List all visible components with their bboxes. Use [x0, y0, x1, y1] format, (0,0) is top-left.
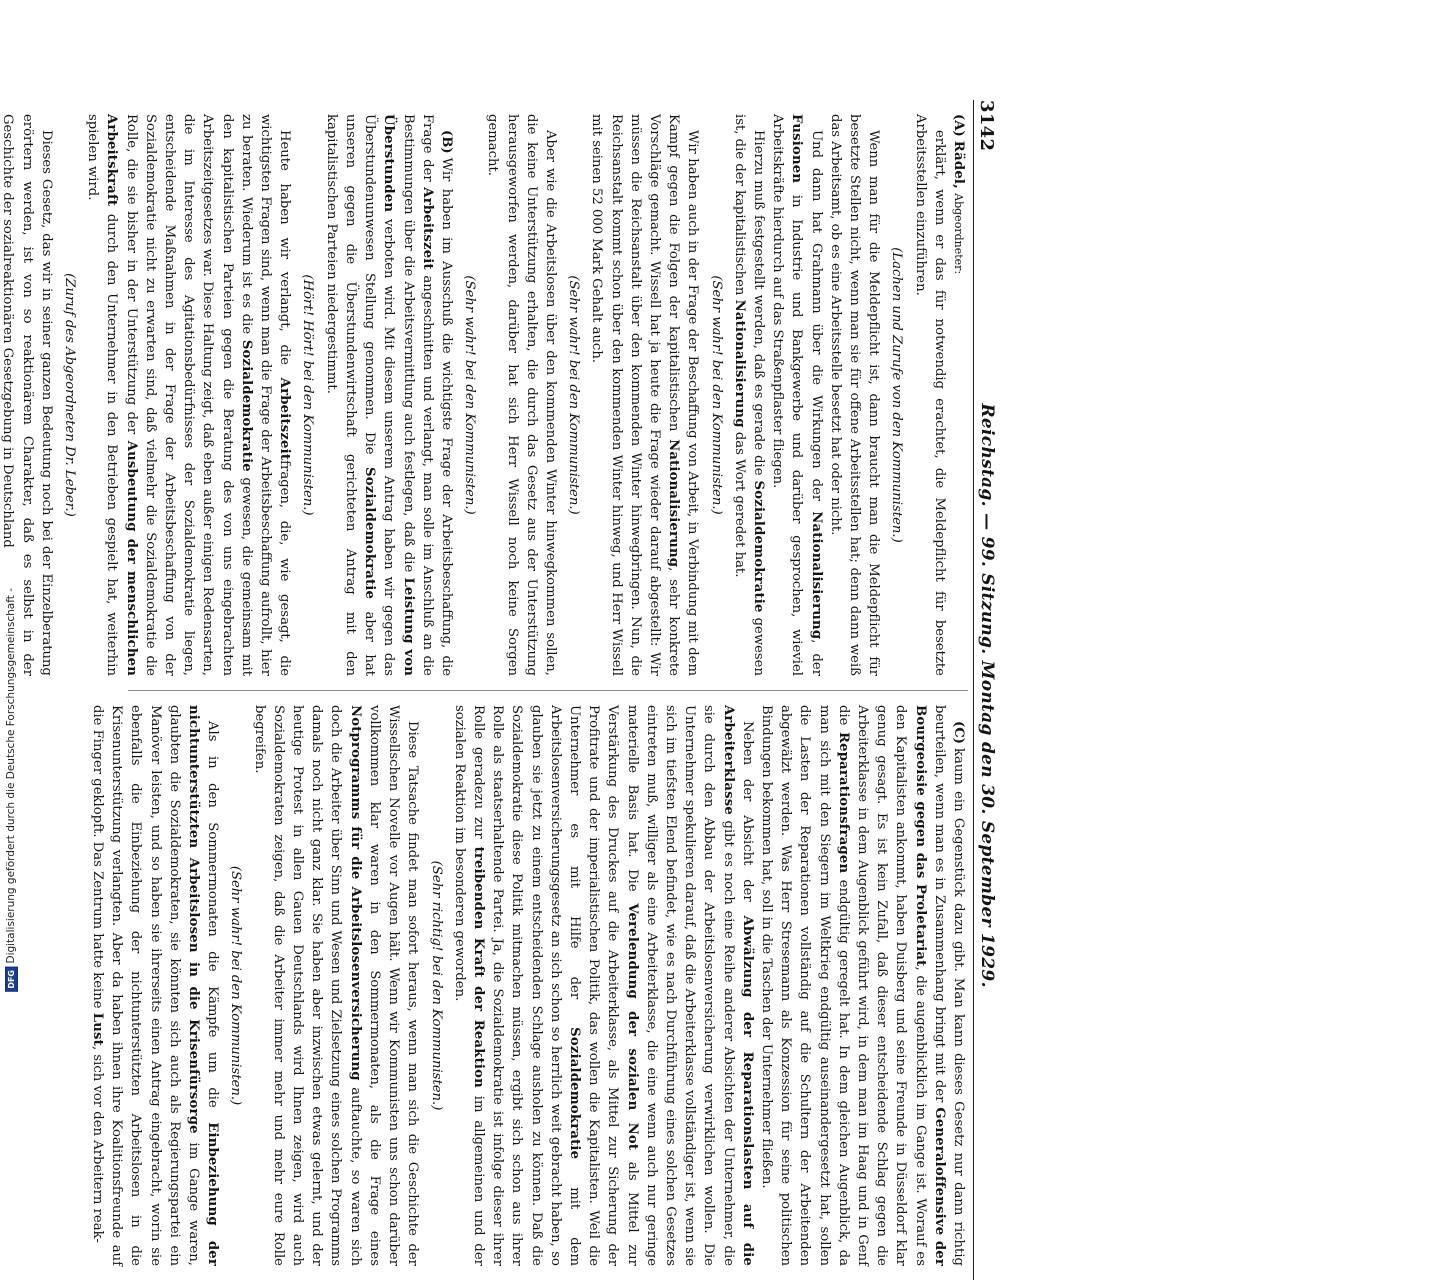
- interjection: (Sehr wahr! bei den Kommunisten.): [708, 275, 724, 515]
- page-number: 3142: [976, 100, 998, 152]
- dfg-logo-icon: DFG: [5, 967, 18, 992]
- paragraph: [0, 114, 56, 676]
- interjection: (Sehr richtig! bei den Kommunisten.): [428, 860, 444, 1111]
- speaker-name: Rädel,: [951, 140, 966, 189]
- paragraph-text: Wir haben im Ausschuß die wichtigste Frage der Arbeitsbeschaffung, die Frage der Arbeitszeit angeschnitten und verlangt, man solle im Anschluß an die Bestimmungen über die Arbeitsvermittlung auch festlegen, daß die Leistung von Überstunden verboten wird. Mit diesem unserem Antrag haben wir gegen das Überstundenunwesen Stellung genommen. Die Sozialdemokratie aber hat unseren gegen die Überstundenwirtschaft gerichteten Antrag mit den kapitalistischen Parteien niedergestimmt.: [323, 114, 454, 676]
- paragraph-text: Dieses Gesetz, das wir in seiner ganzen Bedeutung noch bei der Einzelberatung erörtern werden, ist von so reaktionärem Charakter, daß es selbst in der Geschichte der sozialreaktionären Gesetzgebung in Deutschland: [0, 114, 54, 676]
- paragraph: [587, 114, 702, 676]
- interjection: (Hört! Hört! bei den Kommunisten.): [300, 274, 316, 516]
- speaker-line: [949, 114, 968, 676]
- paragraph-text: Hierzu muß festgestellt werden, daß es gerade die Sozialdemokratie gewesen ist, die der kapitalistischen Nationalisierung das Wort geredet hat.: [731, 114, 766, 676]
- paragraph-text: Und dann hat Grahmann über die Wirkungen der Nationalisierung, der Fusionen in Industrie und Bankgewerbe und darüber gesprochen, wieviel Arbeitskräfte hierdurch auf das Straßenpflaster fliegen.: [770, 114, 824, 676]
- paragraph: [450, 705, 757, 1266]
- paragraph-text: Diese Tatsache findet man sofort heraus, wenn man sich die Geschichte der Wissellschen Novelle vor Augen hält. Wenn wir Kommunisten uns schon darüber vollkommen klar waren in den Sommermonaten, als die Frage eines Notprogramms für die Arbeitslosenversicherung auftauchte, so waren sich doch die Arbeiter über Sinn und Wesen und Zielsetzung eines solchen Programms damals noch nicht ganz klar. Sie haben aber inzwischen etwas gelernt, und der heutige Protest in allen Gauen Deutschlands wird Ihnen zeigen, wird auch Sozialdemokraten zeigen, daß die Arbeiter immer mehr und mehr eure Rolle begreifen.: [251, 705, 421, 1266]
- interjection: (Sehr wahr! bei den Kommunisten.): [228, 865, 244, 1106]
- credit-text: Digitalisierung gefördert durch die Deutsche Forschungsgemeinschaft -: [5, 587, 17, 964]
- paragraph-text: erklärt, wenn er das für notwendig erachtet, die Meldepflicht für besetzte Arbeitsstellen einzuführen.: [912, 114, 947, 676]
- paragraph-text: Wir haben auch in der Frage der Beschaffung von Arbeit, in Verbindung mit dem Kampf gegen die Folgen der kapitalistischen Nationalisierung, sehr konkrete Vorschläge gemacht. Wissell hat ja heute die Frage wieder darauf abgestellt: Wir müssen die Reichsanstalt über den kommenden Winter hinwegbringen. Nun, die Reichsanstalt kommt schon über den kommenden Winter hinweg, und Herr Wissell mit seinen 52 000 Mark Gehalt auch.: [589, 114, 701, 677]
- paragraph: [83, 114, 294, 676]
- paragraph: [730, 114, 768, 676]
- paragraph: [322, 114, 456, 676]
- margin-marker: (A): [951, 114, 966, 137]
- paragraph: [910, 114, 948, 676]
- margin-marker: (C): [951, 721, 966, 744]
- paragraph-text: Wenn man für die Meldepflicht ist, dann braucht man die Meldepflicht für besetzte Stellen nicht, wenn man sie für offene Arbeitsstellen hat; denn dann weiß das Arbeitsamt, ob es eine Arbeitsstelle besetzt hat oder nicht.: [827, 114, 882, 676]
- paragraph: [826, 114, 884, 676]
- paragraph-text: Neben der Absicht der Abwälzung der Reparationslasten auf die Arbeiterklasse gibt es noch eine Reihe anderer Absichten der Unternehmer, die sie durch den Abbau der Arbeitslosenversicherung verwirklichen wollen. Die Unternehmer spekulieren darauf, daß die Arbeiterklasse vollständiger ist, wenn sie sich im tiefsten Elend befindet, wie es nach Durchführung eines solchen Gesetzes eintreten muß, williger als eine Arbeiterklasse, die eine wenn auch nur geringe materielle Basis hat. Die Verelendung der sozialen Not als Mittel zur Verstärkung des Druckes auf die Arbeiterklasse, als Mittel zur Sicherung der Profitrate und der imperialistischen Politik, das wollen die Kapitalisten. Weil die Unternehmer es mit Hilfe der Sozialdemokratie mit dem Arbeitslosenversicherungsgesetz an sich schon so herrlich weit gebracht haben, so glauben sie jetzt zu einem entscheidenden Schlage ausholen zu können. Daß die Sozialdemokratie diese Politik mitmachen müssen, ergibt sich schon aus ihrer Rolle als staatserhaltende Partei. Ja, die Sozialdemokratie ist infolge dieser ihrer Rolle geradezu zur treibenden Kraft der Reaktion im allgemeinen und der sozialen Reaktion im besonderen geworden.: [451, 705, 755, 1266]
- paragraph: [249, 705, 422, 1266]
- paragraph: [483, 114, 560, 676]
- interjection: (Sehr wahr! bei den Kommunisten.): [462, 275, 478, 515]
- left-column: [0, 100, 968, 690]
- interjection: (Lachen und Zurufe von den Kommunisten.): [889, 247, 905, 543]
- paragraph-text: Als in den Sommermonaten die Kämpfe um die Einbeziehung der nichtunterstützten Arbeitslosen in die Krisenfürsorge im Gange waren, glaubten die Sozialdemokraten, sie könnten sich auch als Regierungspartei ein Manöver leisten, und so haben sie ihrerseits einen Antrag eingebracht, worin sie ebenfalls die Einbeziehung der nichtunterstützten Arbeitslosen in die Krisenunterstützung verlangten. Aber da haben ihnen ihre Koalitionsfreunde auf die Finger geklopft. Das Zentrum hatte keine Lust, sich vor den Arbeitern reak-: [90, 705, 221, 1266]
- paragraph: [757, 705, 968, 1266]
- right-column: [90, 690, 968, 1280]
- paragraph-text: Aber wie die Arbeitslosen über den kommenden Winter hinwegkommen sollen, die keine Unterstützung erhalten, die durch das Gesetz aus der Unterstützung herausgeworfen werden, darüber hat sich Herr Wissell noch keine Sorgen gemacht.: [485, 114, 558, 676]
- margin-marker: (B): [438, 130, 454, 154]
- page-header: [973, 100, 1000, 1280]
- paragraph-text: kaum ein Gegenstück dazu gibt. Man kann dieses Gesetz nur dann richtig beurteilen, wenn man es in Zusammenhang bringt mit der Generaloffensive der Bourgeoisie gegen das Proletariat, die augenblicklich im Gange ist. Worauf es den Kapitalisten ankommt, haben Duisberg und seine Freunde in Düsseldorf klar genug gesagt. Es ist kein Zufall, daß dieser entscheidende Schlag gegen die Arbeiterklasse in dem Augenblick geführt wird, in dem man im Haag und in Genf die Reparationsfragen endgültig geregelt hat. In dem gleichen Augenblick, da man sich mit den Siegern im Weltkrieg endgültig auseinandergesetzt hat, sollen die Lasten der Reparationen vollständig auf die Schultern der Arbeitenden abgewälzt werden. Was Herr Stresemann als Konzession für seine politischen Bindungen bekommen hat, soll in die Taschen der Unternehmer fließen.: [758, 705, 966, 1267]
- paragraph: [768, 114, 826, 676]
- interjection: (Zuruf des Abgeordneten Dr. Leber.): [62, 273, 78, 517]
- speaker-role: Abgeordneter:: [952, 193, 965, 275]
- session-title: Reichstag. — 99. Sitzung. Montag den 30. September 1929.: [977, 403, 997, 988]
- paragraph: [88, 705, 222, 1266]
- paragraph-text: Heute haben wir verlangt, die Arbeitszeitfragen, die, wie gesagt, die wichtigsten Fragen sind, wenn man die Frage der Arbeitsbeschaffung aufrollt, hier zu beraten. Wiederum ist es die Sozialdemokratie gewesen, die gemeinsam mit den kapitalistischen Parteien gegen die Beratung des von uns eingebrachten Arbeitszeitgesetzes war. Diese Haltung zeigt, daß eben außer einigen Redensarten, die im Interesse des Agitationsbedürfnisses der Sozialdemokratie liegen, entscheidende Maßnahmen in der Frage der Arbeitsbeschaffung von der Sozialdemokratie nicht zu erwarten sind, daß vielmehr die Sozialdemokratie die Rolle, die sie bisher in der Unterstützung der Ausbeutung der menschlichen Arbeitskraft durch den Unternehmer in den Betrieben gespielt hat, weiterhin spielen wird.: [85, 114, 293, 676]
- interjection: (Sehr wahr! bei den Kommunisten.): [566, 275, 582, 515]
